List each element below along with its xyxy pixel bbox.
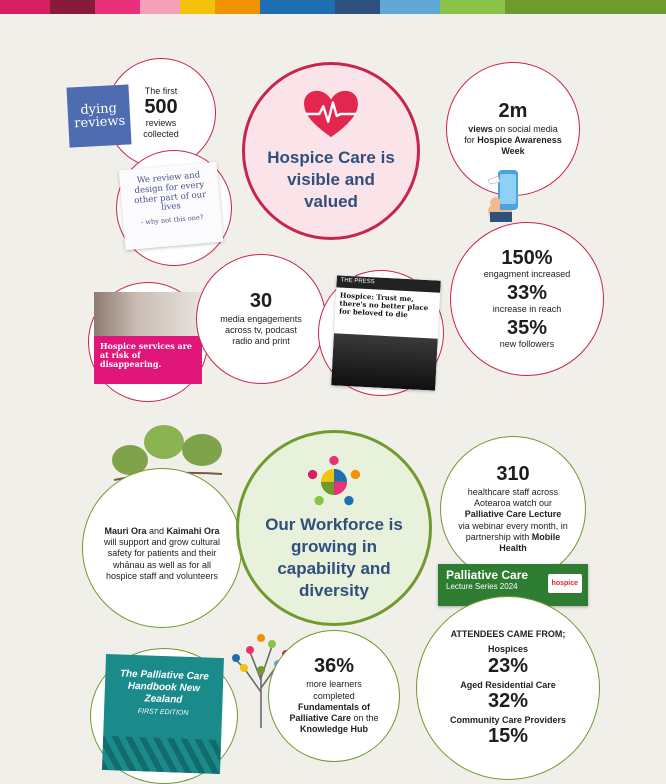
social-stat-value: 150% xyxy=(501,246,553,269)
attendee-label: Community Care Providers xyxy=(449,714,567,725)
attendee-row xyxy=(450,715,566,747)
review-quote-sub: - why not this one? xyxy=(140,213,204,227)
social-stat-label: increase in reach xyxy=(492,303,562,314)
social-views-mid: on social media for xyxy=(464,123,558,145)
brand-color-bar xyxy=(0,0,666,14)
social-stat xyxy=(493,283,562,315)
social-stat-label: engagment increased xyxy=(483,268,571,279)
press-article-card xyxy=(331,275,441,390)
phone-hand-icon xyxy=(484,166,524,224)
media-number: 30 xyxy=(249,289,273,312)
media-label: media engagements across tv, podcast radio and print xyxy=(220,313,302,347)
course-name: Fundamentals of Palliative Care xyxy=(289,701,370,724)
lecture-text-2: via webinar every month, in partnership with xyxy=(458,520,568,542)
diversity-people-icon xyxy=(306,454,362,508)
social-stat-label: new followers xyxy=(499,339,555,350)
press-headline: Hospice: Trust me, there's no better place for beloved to die xyxy=(338,290,429,320)
reviews-pre: The first xyxy=(144,85,178,96)
heart-icon xyxy=(302,89,360,139)
press-masthead: THE PRESS xyxy=(340,277,375,286)
brand-color-segment xyxy=(505,0,666,14)
brand-color-segment xyxy=(180,0,215,14)
attendees-heading: ATTENDEES CAME FROM; xyxy=(450,629,566,639)
mauri-ora-rest: will support and grow cultural safety for patients and their whānau as well as for all hospice staff and volunteers xyxy=(103,537,221,581)
handbook-cover xyxy=(102,654,224,774)
review-quote: We review and design for every other part of our lives xyxy=(133,170,207,214)
social-views-pre: views xyxy=(468,123,493,134)
mauri-ora-text xyxy=(100,526,224,582)
banner-line-1: Palliative Care xyxy=(446,568,529,582)
knowledge-hub-name: Knowledge Hub xyxy=(300,724,368,735)
reviews-post: reviews collected xyxy=(143,117,179,140)
brand-color-segment xyxy=(50,0,95,14)
section1-title: Hospice Care is visible and valued xyxy=(267,147,395,212)
social-stat xyxy=(484,248,571,280)
section2-title: Our Workforce is growing in capability and diversity xyxy=(265,514,403,601)
handbook-edition: FIRST EDITION xyxy=(137,708,189,717)
social-views-bold: Hospice Awareness Week xyxy=(477,134,562,157)
dying-reviews-logo-text: dying reviews xyxy=(73,101,126,132)
mauri-ora-bold: Mauri Ora xyxy=(104,525,147,536)
attendee-value: 15% xyxy=(487,725,528,747)
press-photo xyxy=(331,333,438,390)
attendee-value: 32% xyxy=(487,689,529,712)
learners-number: 36% xyxy=(313,655,355,678)
brand-color-segment xyxy=(95,0,140,14)
patient-photo xyxy=(94,292,202,336)
lecture-text-1: healthcare staff across Aotearoa watch our xyxy=(467,486,559,508)
lecture-name: Palliative Care Lecture xyxy=(464,509,562,520)
partner-name: Mobile Health xyxy=(499,531,561,553)
media-engagements-circle xyxy=(196,254,326,384)
attendee-value: 23% xyxy=(487,654,529,677)
social-views-number: 2m xyxy=(498,99,528,122)
social-stats-circle xyxy=(450,222,604,376)
fern-pattern xyxy=(102,736,221,774)
kaimahi-ora-bold: Kaimahi Ora xyxy=(166,525,220,536)
hospice-logo: hospice xyxy=(548,574,582,593)
brand-color-segment xyxy=(440,0,505,14)
attendee-row xyxy=(460,680,556,712)
brand-color-segment xyxy=(335,0,380,14)
social-views-text xyxy=(463,124,563,158)
lecture-circle xyxy=(440,436,586,582)
dying-reviews-logo xyxy=(66,84,131,147)
attendees-circle xyxy=(416,596,600,780)
handbook-title: The Palliative Care Handbook New Zealand xyxy=(119,668,209,706)
learners-text-1: more learners completed xyxy=(306,679,362,701)
mauri-ora-and: and xyxy=(146,525,167,536)
brand-color-segment xyxy=(380,0,440,14)
social-stat-value: 35% xyxy=(506,317,548,340)
hospice-care-hero-circle xyxy=(242,62,420,240)
social-stat xyxy=(500,318,555,350)
attendee-row xyxy=(488,644,528,676)
review-quote-card xyxy=(119,162,224,250)
mauri-ora-circle xyxy=(82,468,242,628)
learners-text-2: on the xyxy=(351,713,379,724)
brand-color-segment xyxy=(0,0,50,14)
news-photo-caption-band xyxy=(94,336,202,384)
brand-color-segment xyxy=(140,0,180,14)
learners-circle xyxy=(268,630,400,762)
lecture-text xyxy=(458,487,568,555)
banner-line-2: Lecture Series 2024 xyxy=(446,582,518,592)
reviews-number: 500 xyxy=(144,95,178,118)
news-photo-caption: Hospice services are at risk of disappearing. xyxy=(100,341,193,370)
attendee-label: Hospices xyxy=(487,644,529,655)
news-photo-card xyxy=(94,292,202,384)
attendee-label: Aged Residential Care xyxy=(460,679,556,690)
learners-text xyxy=(286,679,382,735)
brand-color-segment xyxy=(260,0,335,14)
lecture-number: 310 xyxy=(496,462,530,485)
brand-color-segment xyxy=(215,0,260,14)
social-stat-value: 33% xyxy=(506,281,547,304)
workforce-hero-circle xyxy=(236,430,432,626)
